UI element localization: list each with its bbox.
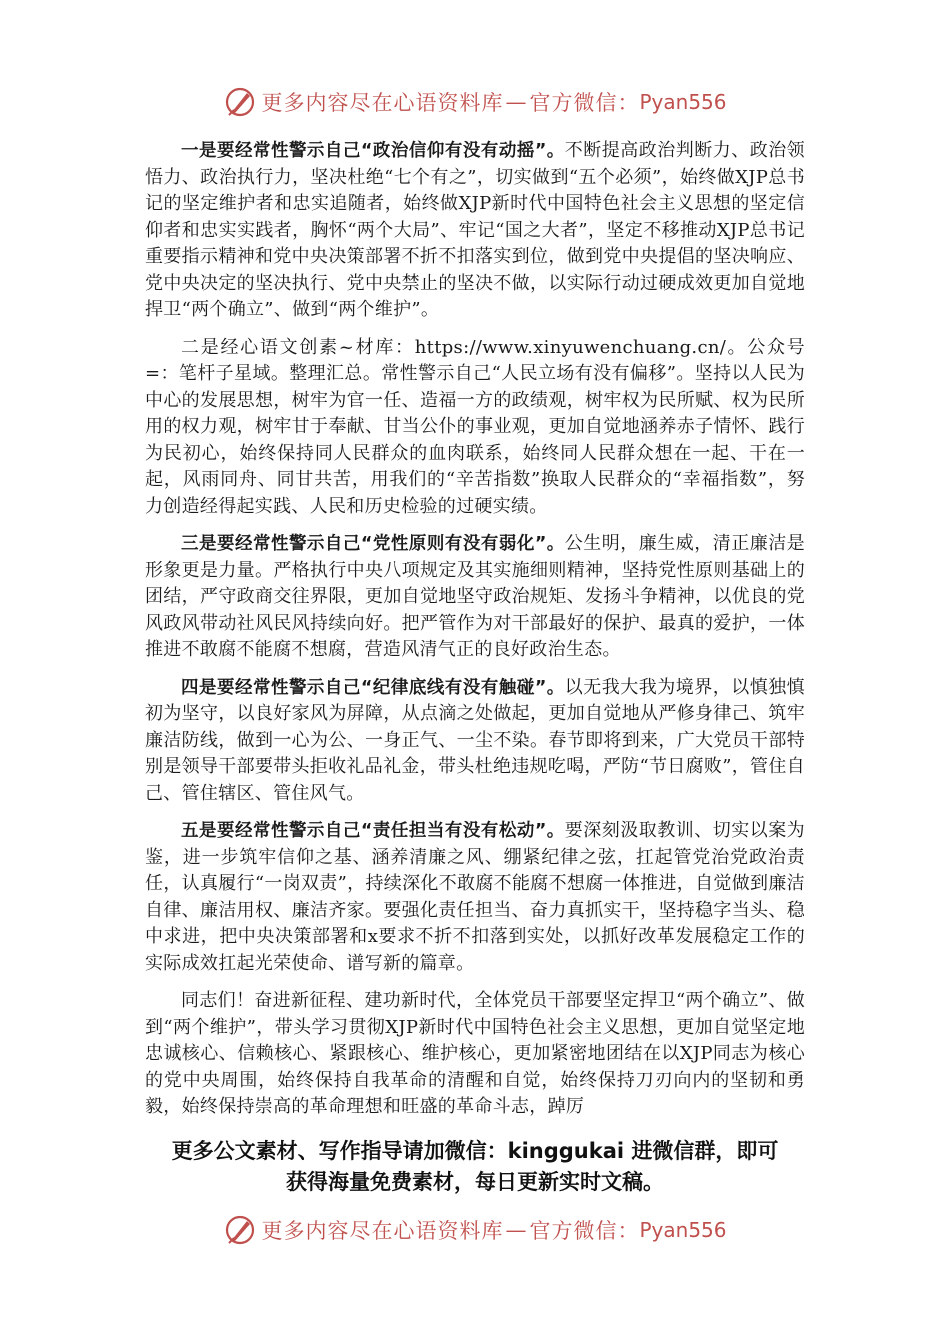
paragraph-5-lead: 五是要经常性警示自己“责任担当有没有松动”。 bbox=[181, 821, 565, 841]
header-banner bbox=[0, 82, 950, 122]
quill-logo-icon bbox=[223, 1213, 257, 1247]
paragraph-5-body: 要深刻汲取教训、切实以案为鉴，进一步筑牢信仰之基、涵养清廉之风、绷紧纪律之弦，扛起管党治党政治责任，认真履行“一岗双责”，持续深化不敢腐不能腐不想腐一体推进，自觉做到廉洁自律、廉洁用权、廉洁齐家。要强化责任担当、奋力真抓实干，坚持稳字当头、稳中求进，把中央决策部署和x要求不折不扣落到实处，以抓好改革发展稳定工作的实际成效扛起光荣使命、谱写新的篇章。 bbox=[145, 820, 805, 974]
paragraph-3-lead: 三是要经常性警示自己“党性原则有没有弱化”。 bbox=[181, 534, 565, 554]
footer-contact-id: Pyan556 bbox=[639, 1218, 727, 1242]
paragraph-6-body: 同志们！奋进新征程、建功新时代，全体党员干部要坚定捍卫“两个确立”、做到“两个维护”，带头学习贯彻XJP新时代中国特色社会主义思想，更加自觉坚定地忠诚核心、信赖核心、紧跟核心、维护核心，更加紧密地团结在以XJP同志为核心的党中央周围，始终保持自我革命的清醒和自觉，始终保持刀刃向内的坚韧和勇毅，始终保持崇高的革命理想和旺盛的革命斗志，踔厉 bbox=[145, 990, 805, 1117]
paragraph-1-body: 不断提高政治判断力、政治领悟力、政治执行力，坚决杜绝“七个有之”，切实做到“五个必须”，始终做XJP总书记的坚定维护者和忠实追随者，始终做XJP新时代中国特色社会主义思想的坚定信仰者和忠实实践者，胸怀“两个大局”、牢记“国之大者”，坚定不移推动XJP总书记重要指示精神和党中央决策部署不折不扣落实到位，做到党中央提倡的坚决响应、党中央决定的坚决执行、党中央禁止的坚决不做，以实际行动过硬成效更加自觉地捍卫“两个确立”、做到“两个维护”。 bbox=[145, 140, 805, 320]
paragraph-1 bbox=[145, 138, 805, 324]
paragraph-1-lead: 一是要经常性警示自己“政治信仰有没有动摇”。 bbox=[181, 141, 565, 161]
quill-logo-icon bbox=[223, 85, 257, 119]
header-slogan: 更多内容尽在心语资料库 bbox=[261, 91, 504, 115]
paragraph-4-body: 以无我大我为境界，以慎独慎初为坚守，以良好家风为屏障，从点滴之处做起，更加自觉地从严修身律己、筑牢廉洁防线，做到一心为公、一身正气、一尘不染。春节即将到来，广大党员干部特别是领导干部要带头拒收礼品礼金，带头杜绝违规吃喝，严防“节日腐败”，管住自己、管住辖区、管住风气。 bbox=[145, 676, 805, 804]
paragraph-6 bbox=[145, 988, 805, 1121]
footer-banner bbox=[0, 1210, 950, 1250]
paragraph-5 bbox=[145, 818, 805, 977]
promo-notice bbox=[130, 1136, 820, 1198]
paragraph-2-body: 二是经心语文创素~材库：https://www.xinyuwenchuang.cn/。公众号=：笔杆子星域。整理汇总。常性警示自己“人民立场有没有偏移”。坚持以人民为中心的发展思想，树牢为官一任、造福一方的政绩观，树牢权为民所赋、权为民所用的权力观，树牢甘于奉献、甘当公仆的事业观，更加自觉地涵养赤子情怀、践行为民初心，始终保持同人民群众的血肉联系，始终同人民群众想在一起、干在一起，风雨同舟、同甘共苦，用我们的“辛苦指数”换取人民群众的“幸福指数”，努力创造经得起实践、人民和历史检验的过硬实绩。 bbox=[145, 336, 805, 517]
footer-separator: — bbox=[505, 1218, 528, 1242]
footer-contact-label: 官方微信： bbox=[529, 1219, 640, 1243]
footer-slogan: 更多内容尽在心语资料库 bbox=[261, 1219, 504, 1243]
promo-line-2: 获得海量免费素材，每日更新实时文稿。 bbox=[286, 1170, 664, 1194]
promo-line-1: 更多公文素材、写作指导请加微信：kinggukai 进微信群，即可 bbox=[171, 1139, 779, 1163]
header-contact-id: Pyan556 bbox=[639, 90, 727, 114]
paragraph-4-lead: 四是要经常性警示自己“纪律底线有没有触碰”。 bbox=[181, 677, 565, 698]
paragraph-4 bbox=[145, 675, 805, 808]
paragraph-3 bbox=[145, 531, 805, 664]
header-contact-label: 官方微信： bbox=[529, 91, 640, 115]
document-body bbox=[145, 138, 805, 1132]
header-separator: — bbox=[505, 90, 528, 114]
paragraph-3-body: 公生明，廉生威，清正廉洁是形象更是力量。严格执行中央八项规定及其实施细则精神，坚持党性原则基础上的团结，严守政商交往界限，更加自觉地坚守政治规矩、发扬斗争精神，以优良的党风政风带动社风民风持续向好。把严管作为对干部最好的保护、最真的爱护，一体推进不敢腐不能腐不想腐，营造风清气正的良好政治生态。 bbox=[145, 533, 805, 660]
paragraph-2 bbox=[145, 335, 805, 521]
